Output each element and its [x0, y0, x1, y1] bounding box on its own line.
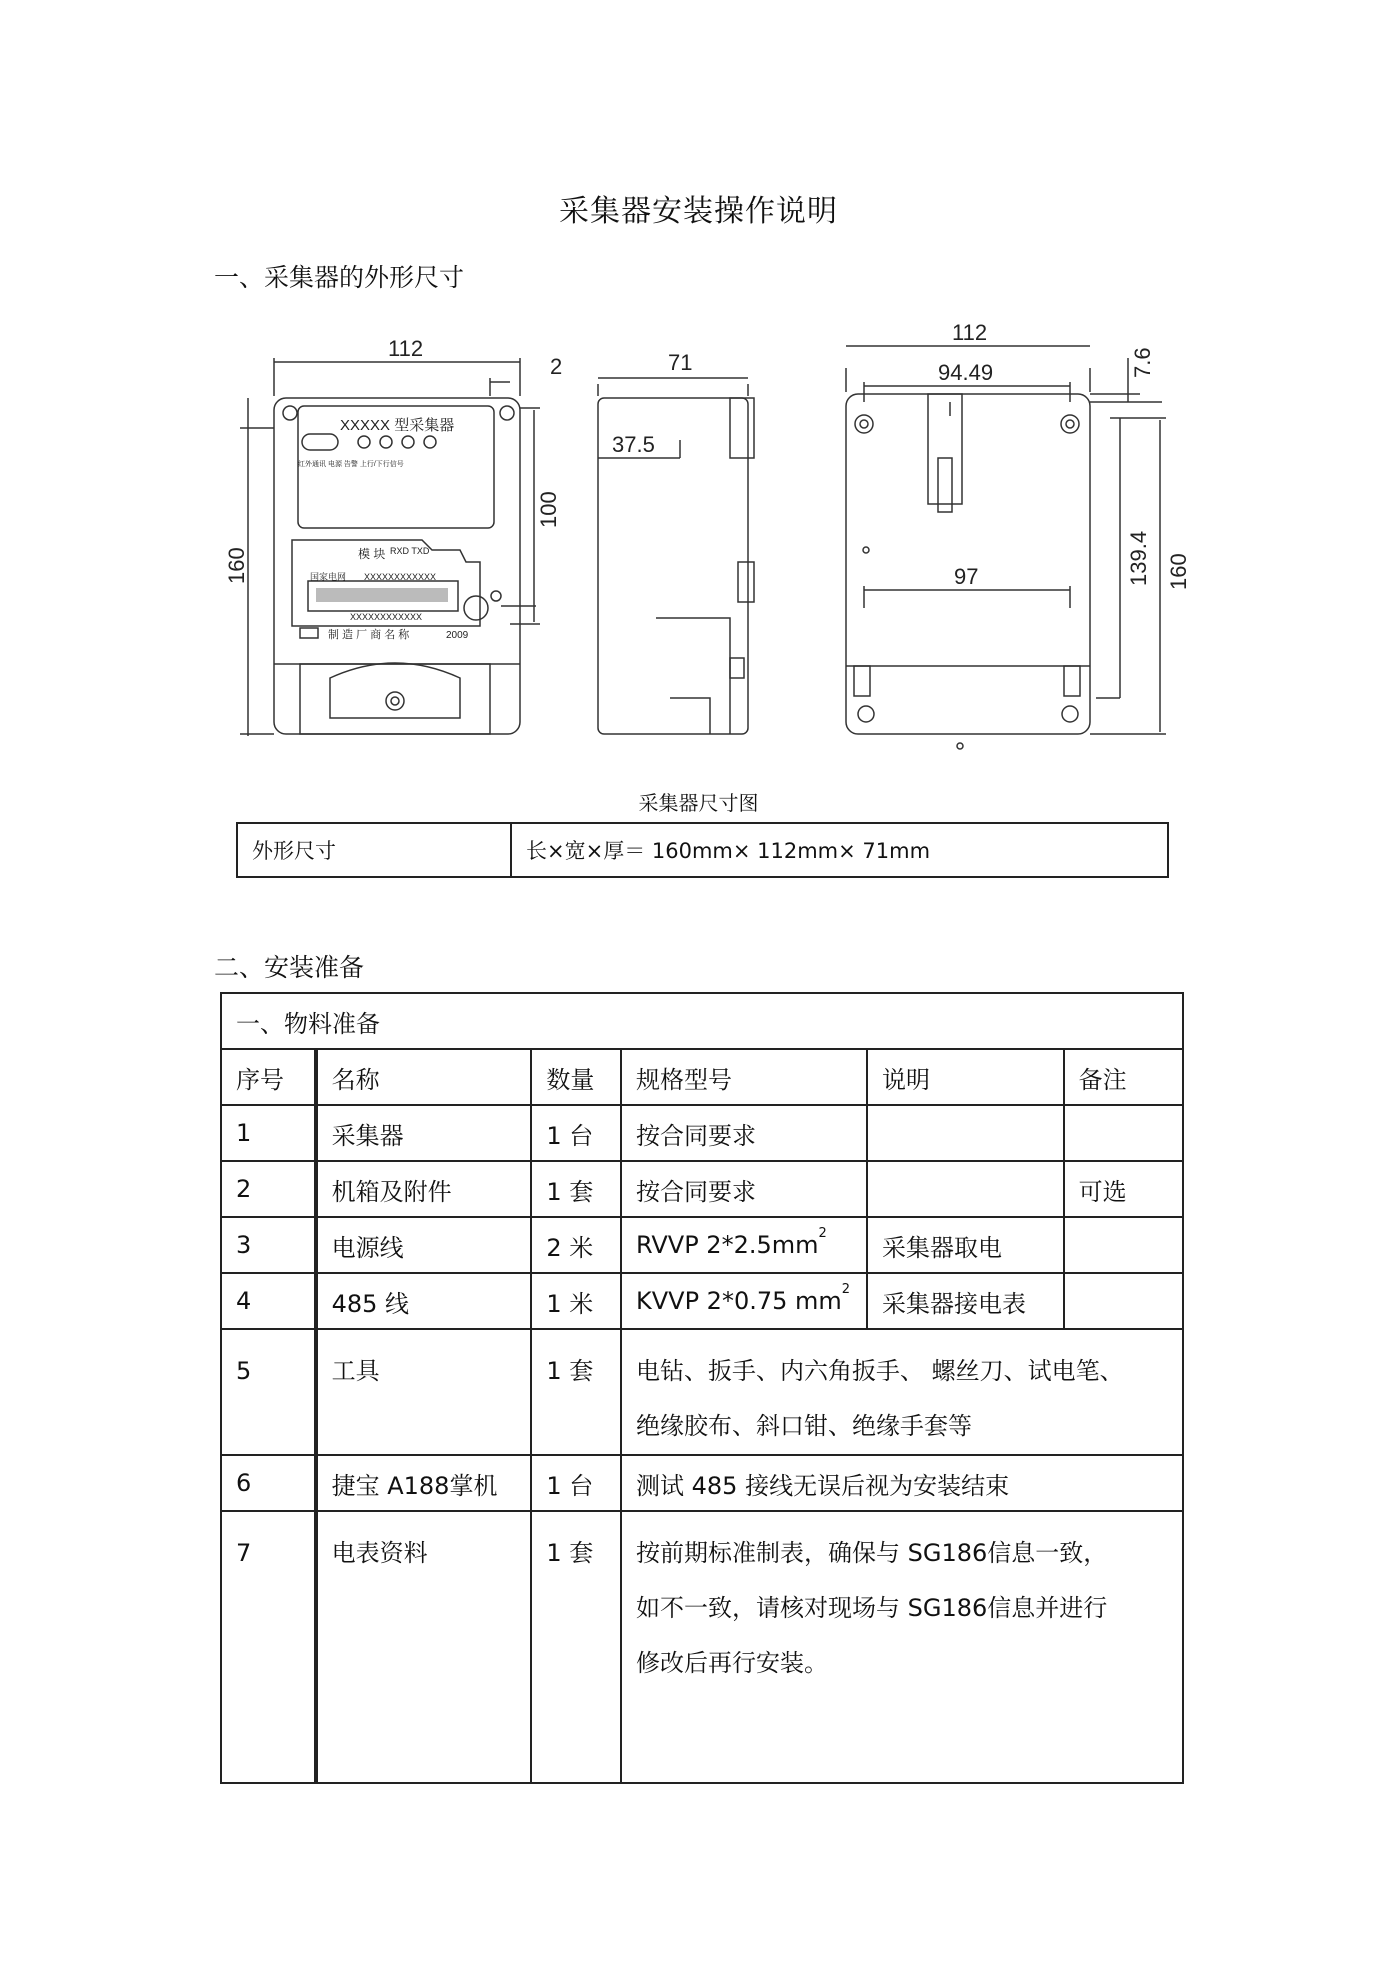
- dim-back-top: 94.49: [938, 360, 994, 385]
- cell: 按合同要求: [621, 1105, 867, 1161]
- front-rxtx-label: RXD TXD: [390, 546, 430, 556]
- cell: 485 线: [316, 1273, 532, 1329]
- cell: 2: [221, 1161, 316, 1217]
- front-serial: XXXXXXXXXXXX: [364, 572, 437, 582]
- cell: 6: [221, 1455, 316, 1511]
- cell: 1 套: [531, 1329, 621, 1455]
- header-desc: 说明: [867, 1049, 1064, 1105]
- dim-side-depth: 71: [668, 350, 693, 375]
- header-name: 名称: [316, 1049, 532, 1105]
- spec-text: KVVP 2*0.75 mm: [636, 1287, 842, 1315]
- cell: [867, 1105, 1064, 1161]
- dim-front-height: 160: [224, 547, 249, 584]
- table-caption: 一、物料准备: [221, 993, 1183, 1049]
- dim-front-100: 100: [536, 491, 561, 528]
- dimension-value: 长×宽×厚＝ 160mm× 112mm× 71mm: [511, 823, 1168, 877]
- cell-desc: [621, 1511, 1183, 1783]
- front-grid-label: 国家电网: [310, 572, 347, 582]
- cell: 采集器接电表: [867, 1273, 1064, 1329]
- desc-line: 电钻、扳手、内六角扳手、 螺丝刀、试电笔、: [636, 1357, 1124, 1385]
- dimension-drawing: [224, 318, 1210, 758]
- dimension-table: [236, 822, 1169, 878]
- cell: 2 米: [531, 1217, 621, 1273]
- dim-back-width: 112: [952, 320, 988, 345]
- dimension-label: 外形尺寸: [237, 823, 511, 877]
- cell-spec: [621, 1273, 867, 1329]
- front-serial-2: XXXXXXXXXXXX: [350, 612, 423, 622]
- cell: 1 台: [531, 1105, 621, 1161]
- cell: 机箱及附件: [316, 1161, 532, 1217]
- desc-line: 如不一致，请核对现场与 SG186信息并进行: [636, 1594, 1108, 1622]
- section-heading-dimensions: 一、采集器的外形尺寸: [214, 263, 465, 292]
- dim-front-2: 2: [550, 354, 563, 379]
- barcode: [316, 588, 448, 602]
- desc-line: 修改后再行安装。: [636, 1649, 828, 1677]
- cell: 1 台: [531, 1455, 621, 1511]
- dim-back-bottom: 97: [954, 564, 979, 589]
- cell: 按合同要求: [621, 1161, 867, 1217]
- section-heading-preparation: 二、安装准备: [214, 953, 365, 982]
- desc-line: 按前期标准制表，确保与 SG186信息一致，: [636, 1539, 1108, 1567]
- header-remark: 备注: [1064, 1049, 1183, 1105]
- dim-side-inner: 37.5: [612, 432, 655, 457]
- cell: 7: [221, 1511, 316, 1783]
- cell: 采集器: [316, 1105, 532, 1161]
- front-year: 2009: [446, 630, 469, 641]
- front-module-label: 模 块: [358, 547, 386, 561]
- cell: [1064, 1273, 1183, 1329]
- cell: 采集器取电: [867, 1217, 1064, 1273]
- dim-back-inner: 139.4: [1126, 530, 1151, 586]
- dim-front-width: 112: [388, 336, 424, 361]
- cell: 电表资料: [316, 1511, 532, 1783]
- cell: 电源线: [316, 1217, 532, 1273]
- table-row: [221, 1217, 1183, 1273]
- superscript: 2: [818, 1226, 827, 1241]
- table-row: [237, 823, 1168, 877]
- table-header-row: [221, 1049, 1183, 1105]
- table-row: [221, 1511, 1183, 1783]
- desc-line: 绝缘胶布、斜口钳、绝缘手套等: [636, 1412, 972, 1440]
- cell: 1: [221, 1105, 316, 1161]
- cell: 1 套: [531, 1511, 621, 1783]
- front-model-label: XXXXX 型采集器: [340, 417, 455, 434]
- table-row: [221, 1455, 1183, 1511]
- front-view-outline: [274, 398, 520, 734]
- table-row: [221, 1105, 1183, 1161]
- cell: 捷宝 A188掌机: [316, 1455, 532, 1511]
- superscript: 2: [841, 1282, 851, 1297]
- materials-table: [220, 992, 1184, 1784]
- cell: 工具: [316, 1329, 532, 1455]
- cell: [1064, 1105, 1183, 1161]
- cell: 5: [221, 1329, 316, 1455]
- front-maker: 制 造 厂 商 名 称: [328, 629, 410, 641]
- front-led-labels: 红外通讯 电源 告警 上行/下行信号: [298, 461, 404, 468]
- cell-desc: [621, 1329, 1183, 1455]
- cell: 1 米: [531, 1273, 621, 1329]
- cell: [867, 1161, 1064, 1217]
- spec-text: RVVP 2*2.5mm: [636, 1231, 819, 1259]
- cell: 3: [221, 1217, 316, 1273]
- table-row: [221, 1273, 1183, 1329]
- table-row: [221, 1161, 1183, 1217]
- dim-back-height: 160: [1166, 553, 1191, 590]
- dim-back-edge: 7.6: [1130, 347, 1155, 378]
- header-qty: 数量: [531, 1049, 621, 1105]
- cell: 可选: [1064, 1161, 1183, 1217]
- cell-desc: 测试 485 接线无误后视为安装结束: [621, 1455, 1183, 1511]
- cell: 4: [221, 1273, 316, 1329]
- header-spec: 规格型号: [621, 1049, 867, 1105]
- table-row: [221, 1329, 1183, 1455]
- figure-caption: 采集器尺寸图: [638, 791, 759, 815]
- table-caption-row: [221, 993, 1183, 1049]
- cell: [1064, 1217, 1183, 1273]
- page-title: 采集器安装操作说明: [559, 194, 838, 229]
- cell-spec: [621, 1217, 867, 1273]
- header-no: 序号: [221, 1049, 316, 1105]
- cell: 1 套: [531, 1161, 621, 1217]
